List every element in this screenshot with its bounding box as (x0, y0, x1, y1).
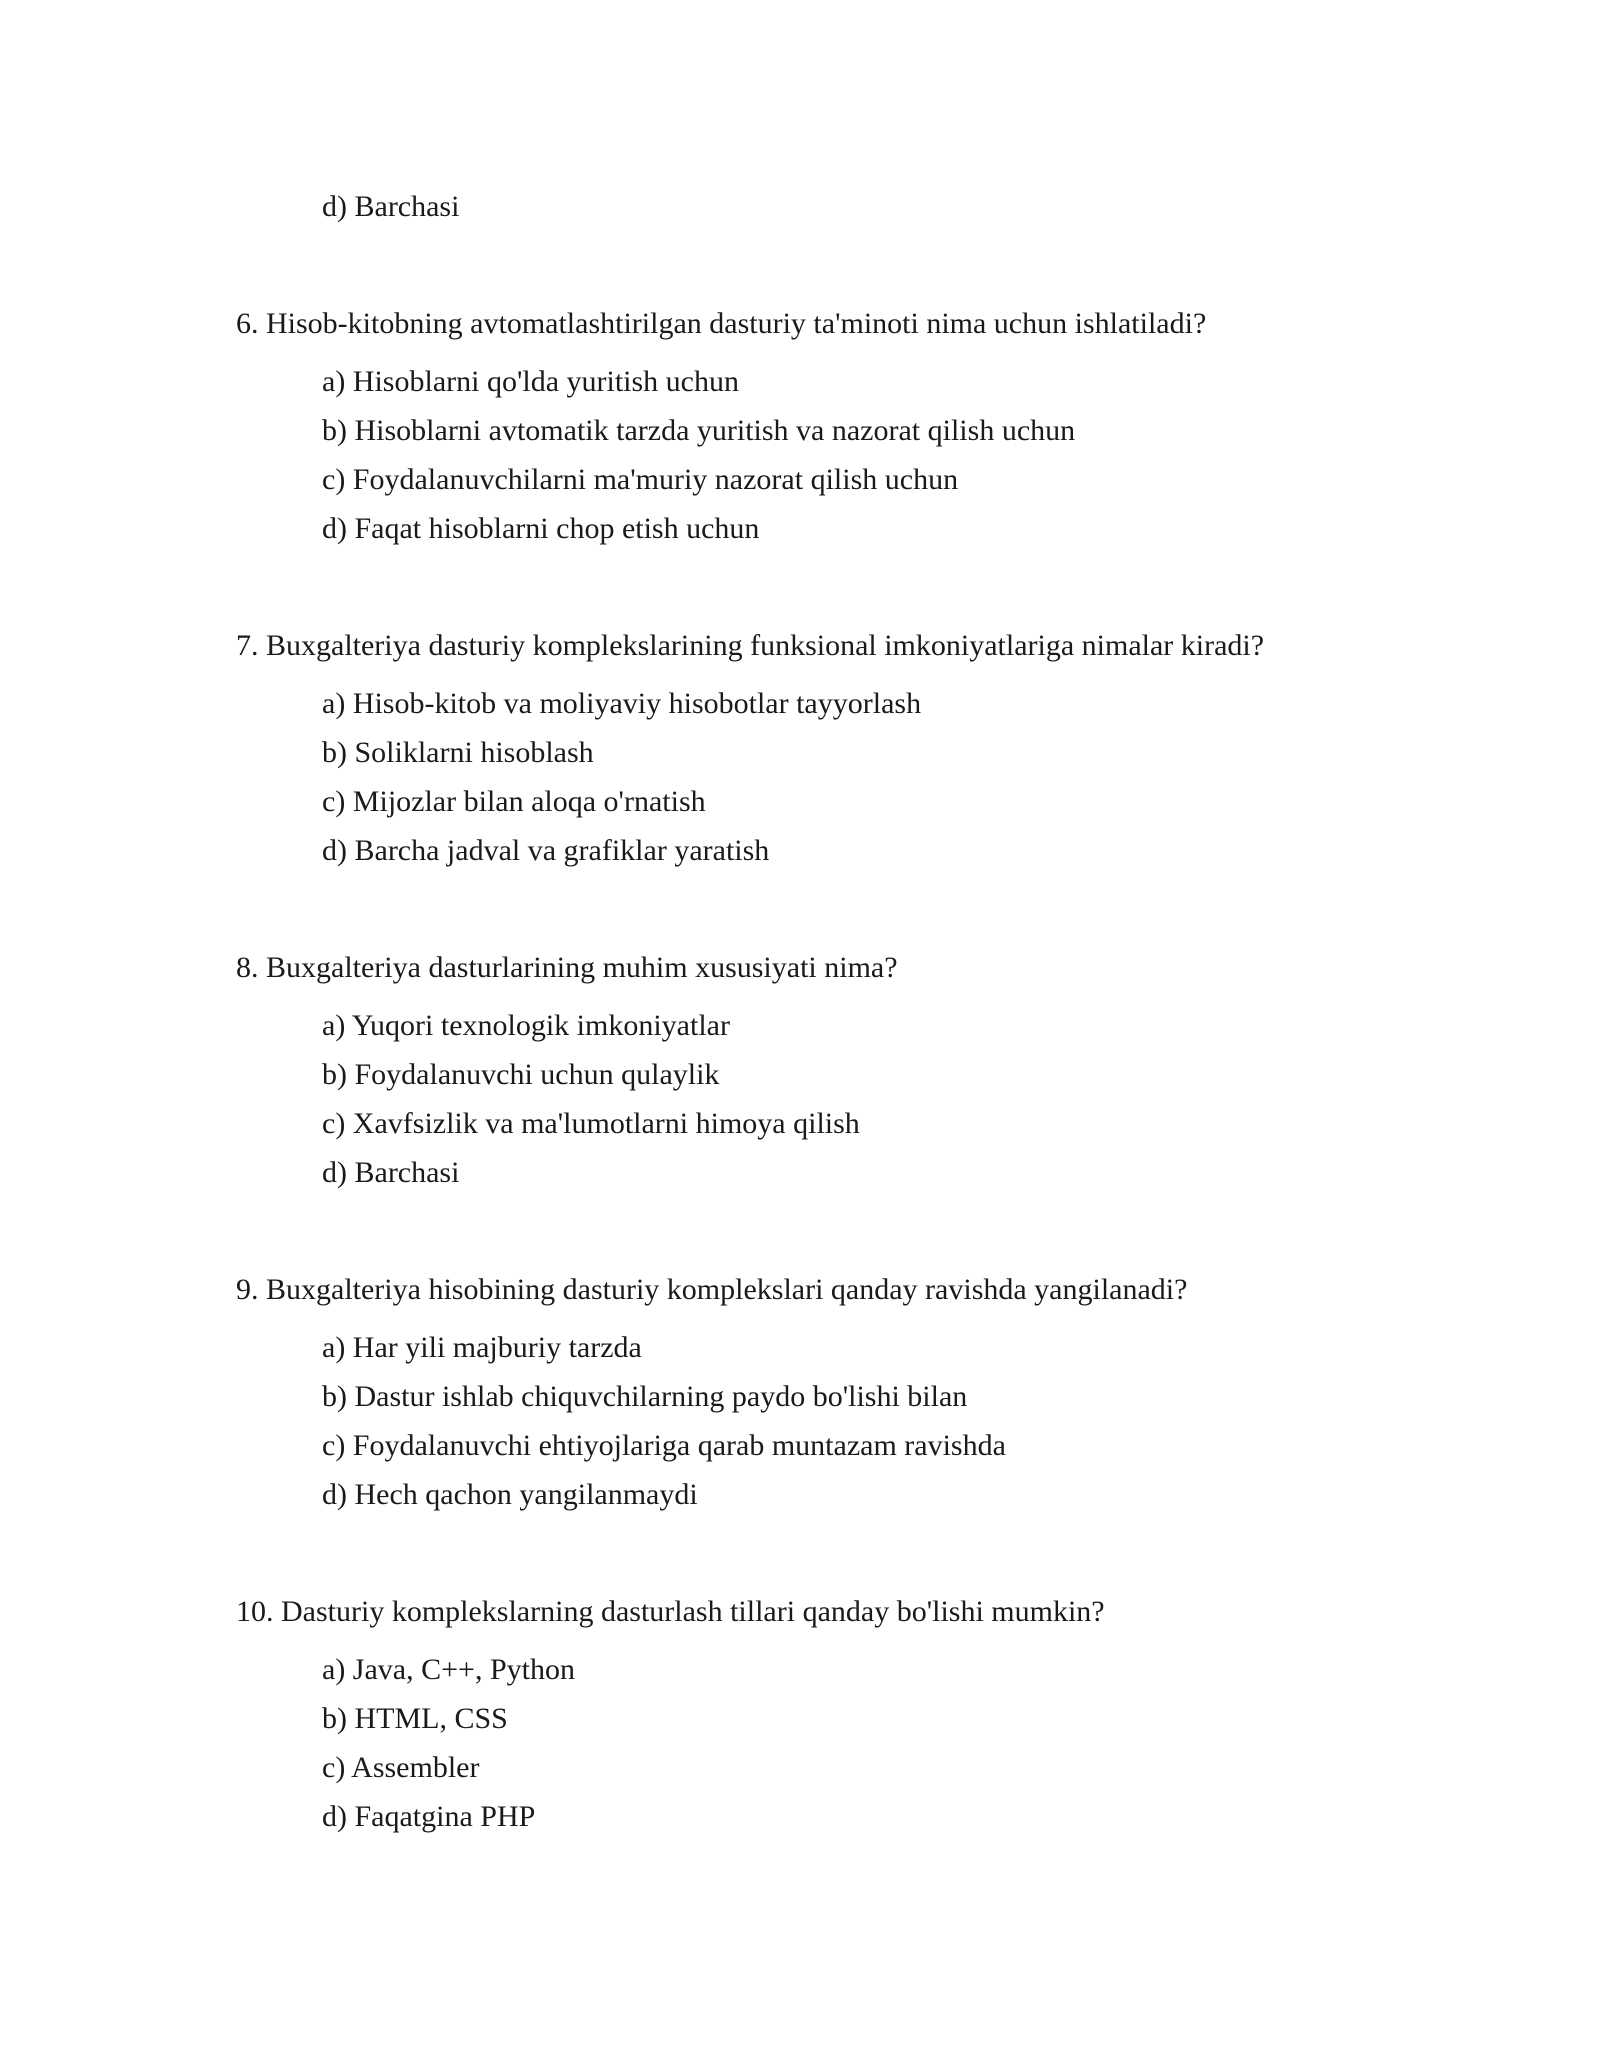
option-lead-d: d) Barchasi (322, 190, 460, 223)
option-6c: c) Foydalanuvchilarni ma'muriy nazorat qilish uchun (322, 463, 959, 496)
option-10a: a) Java, C++, Python (322, 1653, 575, 1686)
option-8c: c) Xavfsizlik va ma'lumotlarni himoya qilish (322, 1107, 860, 1140)
option-10b: b) HTML, CSS (322, 1702, 508, 1735)
option-6d: d) Faqat hisoblarni chop etish uchun (322, 512, 760, 545)
option-8d: d) Barchasi (322, 1156, 460, 1189)
option-9d: d) Hech qachon yangilanmaydi (322, 1478, 698, 1511)
question-10: 10. Dasturiy komplekslarning dasturlash tillari qanday bo'lishi mumkin? (236, 1595, 1105, 1628)
option-8a: a) Yuqori texnologik imkoniyatlar (322, 1009, 730, 1042)
option-7d: d) Barcha jadval va grafiklar yaratish (322, 834, 770, 867)
question-9: 9. Buxgalteriya hisobining dasturiy komplekslari qanday ravishda yangilanadi? (236, 1273, 1188, 1306)
option-10d: d) Faqatgina PHP (322, 1800, 536, 1833)
option-7b: b) Soliklarni hisoblash (322, 736, 594, 769)
option-9c: c) Foydalanuvchi ehtiyojlariga qarab muntazam ravishda (322, 1429, 1006, 1462)
option-6a: a) Hisoblarni qo'lda yuritish uchun (322, 365, 739, 398)
question-6: 6. Hisob-kitobning avtomatlashtirilgan dasturiy ta'minoti nima uchun ishlatiladi? (236, 307, 1207, 340)
option-7c: c) Mijozlar bilan aloqa o'rnatish (322, 785, 706, 818)
question-8: 8. Buxgalteriya dasturlarining muhim xususiyati nima? (236, 951, 898, 984)
option-9b: b) Dastur ishlab chiquvchilarning paydo bo'lishi bilan (322, 1380, 968, 1413)
question-7: 7. Buxgalteriya dasturiy komplekslarining funksional imkoniyatlariga nimalar kiradi? (236, 629, 1265, 662)
option-6b: b) Hisoblarni avtomatik tarzda yuritish va nazorat qilish uchun (322, 414, 1076, 447)
option-10c: c) Assembler (322, 1751, 480, 1784)
option-9a: a) Har yili majburiy tarzda (322, 1331, 642, 1364)
option-8b: b) Foydalanuvchi uchun qulaylik (322, 1058, 720, 1091)
option-7a: a) Hisob-kitob va moliyaviy hisobotlar tayyorlash (322, 687, 922, 720)
